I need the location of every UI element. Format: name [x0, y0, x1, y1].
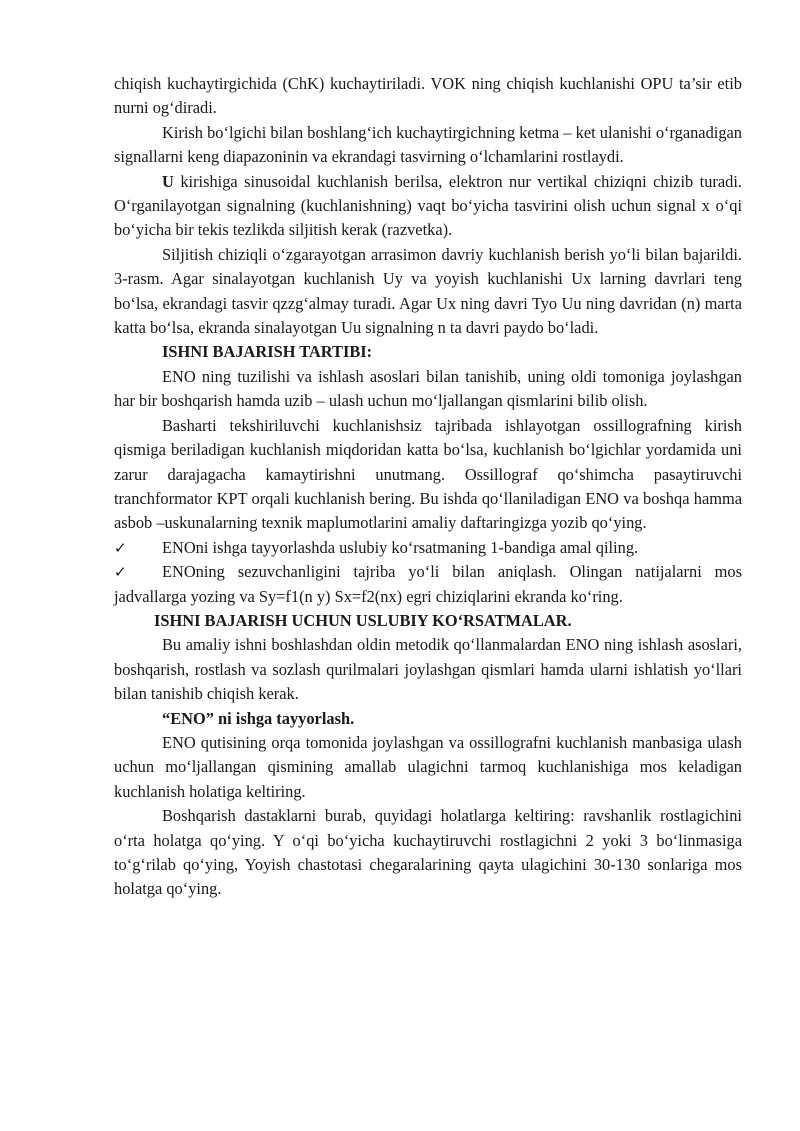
paragraph-before-start: Bu amaliy ishni boshlashdan oldin metodik qo‘llanmalardan ENO ning ishlash asoslari, boshqarish, rostlash va sozlash qurilmalari joylashgan qismlari hamda ularni ishlatish yo‘llari bilan tanishib chiqish kerak. — [114, 635, 742, 704]
checklist-item — [114, 536, 742, 560]
checkmark-icon: ✓ — [114, 563, 127, 582]
paragraph-power-connection: ENO qutisining orqa tomonida joylashgan va ossillografni kuchlanish manbasiga ulash uchun mo‘ljallangan qismining amallab ulagichni tarmoq kuchlanishiga mos keladigan kuchlanish holatiga keltiring. — [114, 732, 742, 801]
paragraph-voltage-warning: Basharti tekshiriluvchi kuchlanishsiz tajribada ishlayotgan ossillografning kirish qismiga beriladigan kuchlanish miqdoridan katta bo‘lsa, kuchlanish bo‘lgichlar yordamida uni zarur darajagacha kamaytirishni unutmang. Ossillograf qo‘shimcha pasaytiruvchi tranchformator KPT orqali kuchlanish bering. Bu ishda qo‘llaniladigan ENO va boshqa hamma asbob –uskunalarning texnik maplumotlarini amaliy daftaringizga yozib qo‘ying. — [114, 415, 742, 533]
paragraph-sweep: Siljitish chiziqli o‘zgarayotgan arrasimon davriy kuchlanish berish yo‘li bilan bajarildi. 3-rasm. Agar sinalayotgan kuchlanish Uy va yoyish kuchlanishi Ux larning davrlari teng bo‘lsa, ekrandagi tasvir qzzg‘almay turadi. Agar Ux ning davri Tyo Uu ning davridan (n) marta katta bo‘lsa, ekranda sinalayotgan Uu signalning n ta davri paydo bo‘ladi. — [114, 244, 742, 338]
paragraph-familiarize: ENO ning tuzilishi va ishlash asoslari bilan tanishib, uning oldi tomoniga joylashgan har bir boshqarish hamda uzib – ulash uchun mo‘ljallangan qismlarini bilib olish. — [114, 366, 742, 411]
section-heading-guidelines: ISHNI BAJARISH UCHUN USLUBIY KO‘RSATMALAR. — [154, 610, 572, 630]
paragraph-input-divider: Kirish bo‘lgichi bilan boshlang‘ich kuchaytirgichning ketma – ket ulanishi o‘rganadigan signallarni keng diapazoninin va ekrandagi tasvirning o‘lchamlarini rostlaydi. — [114, 122, 742, 167]
paragraph-sinusoidal-input — [114, 170, 742, 243]
paragraph-lead-letter: U — [162, 171, 174, 191]
checklist-item-text: ENOni ishga tayyorlashda uslubiy ko‘rsatmaning 1-bandiga amal qiling. — [162, 537, 639, 557]
subsection-heading-preparation: “ENO” ni ishga tayyorlash. — [162, 708, 355, 728]
paragraph-continued: chiqish kuchaytirgichida (ChK) kuchaytiriladi. VOK ning chiqish kuchlanishi OPU ta’sir etib nurni og‘diradi. — [114, 74, 742, 118]
checklist-item — [114, 560, 742, 609]
checkmark-icon: ✓ — [114, 538, 127, 557]
checklist-item-text: ENOning sezuvchanligini tajriba yo‘li bilan aniqlash. Olingan natijalarni mos jadvallarga yozing va Sy=f1(n y) Sx=f2(nx) egri chiziqlarini ekranda ko‘ring. — [114, 562, 742, 606]
document-body — [114, 72, 742, 902]
paragraph-text: kirishiga sinusoidal kuchlanish berilsa, elektron nur vertikal chiziqni chizib turadi. O‘rganilayotgan signalning (kuchlanishning) vaqt bo‘yicha tasvirini olish uchun signal x o‘qi bo‘yicha bir tekis tezlikda siljitish kerak (razvetka). — [114, 171, 742, 240]
paragraph-control-settings: Boshqarish dastaklarni burab, quyidagi holatlarga keltiring: ravshanlik rostlagichini o‘rta holatga qo‘ying. Y o‘qi bo‘yicha kuchaytiruvchi rostlagichni 2 yoki 3 bo‘linmasiga to‘g‘rilab qo‘ying, Yoyish chastotasi chegaralarining qayta ulagichini 30-130 sonlariga mos holatga qo‘ying. — [114, 806, 742, 899]
section-heading-procedure: ISHNI BAJARISH TARTIBI: — [162, 342, 373, 362]
